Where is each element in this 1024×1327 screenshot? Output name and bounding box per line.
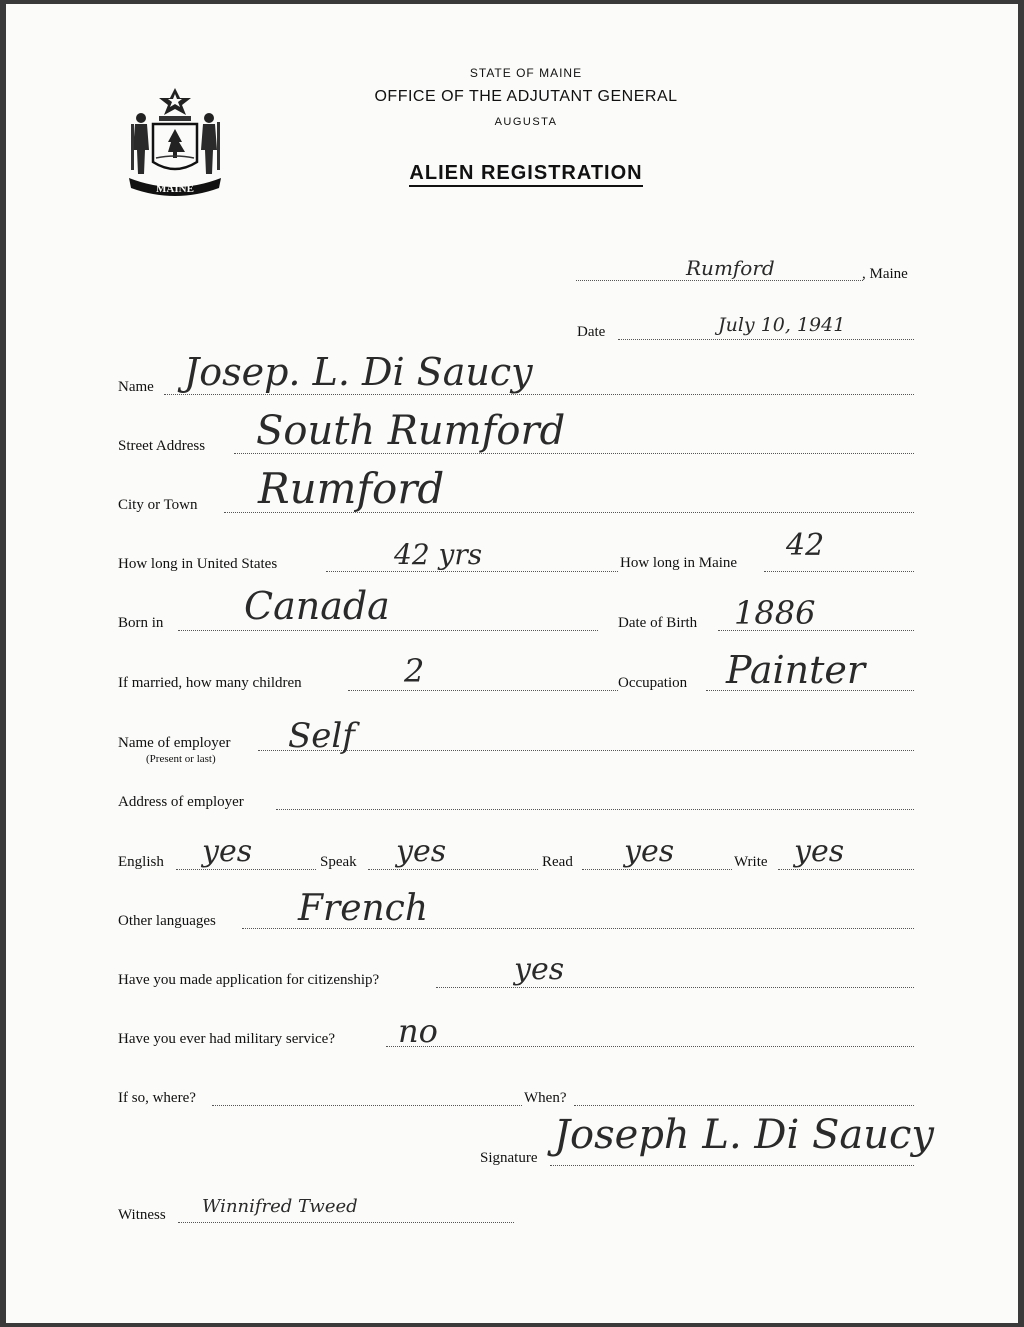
town-entry: Rumford <box>686 256 775 280</box>
citizenship-label: Have you made application for citizenship? <box>118 972 380 988</box>
other-languages-label: Other languages <box>118 913 216 929</box>
read-entry: yes <box>624 834 675 869</box>
svg-text:MAINE: MAINE <box>156 183 194 195</box>
born-in-label: Born in <box>118 615 164 631</box>
date-label: Date <box>577 324 606 340</box>
witness-entry: Winnifred Tweed <box>202 1196 358 1217</box>
name-label: Name <box>118 379 154 395</box>
date-of-birth-entry: 1886 <box>734 594 816 632</box>
header-state: STATE OF MAINE <box>469 66 583 80</box>
military-label: Have you ever had military service? <box>118 1031 335 1047</box>
employer-sub-label: (Present or last) <box>146 753 216 765</box>
employer-address-label: Address of employer <box>118 794 244 810</box>
signature-entry: Joseph L. Di Saucy <box>554 1112 934 1158</box>
english-label: English <box>118 854 164 870</box>
street-address-entry: South Rumford <box>256 408 566 454</box>
speak-label: Speak <box>320 854 357 870</box>
header-office: OFFICE OF THE ADJUTANT GENERAL <box>374 88 678 105</box>
children-entry: 2 <box>404 652 425 690</box>
name-entry: Josep. L. Di Saucy <box>184 350 533 394</box>
witness-label: Witness <box>118 1207 166 1223</box>
signature-label: Signature <box>480 1150 538 1166</box>
form-title: ALIEN REGISTRATION <box>346 162 706 185</box>
date-of-birth-label: Date of Birth <box>618 615 698 631</box>
maine-suffix-label: , Maine <box>862 266 908 282</box>
write-entry: yes <box>794 834 845 869</box>
read-label: Read <box>542 854 573 870</box>
write-label: Write <box>734 854 768 870</box>
children-label: If married, how many children <box>118 675 302 691</box>
how-long-us-entry: 42 yrs <box>394 538 483 571</box>
city-or-town-entry: Rumford <box>258 464 445 513</box>
occupation-label: Occupation <box>618 675 688 691</box>
citizenship-entry: yes <box>514 952 565 987</box>
employer-label: Name of employer <box>118 735 231 751</box>
how-long-maine-label: How long in Maine <box>620 555 738 571</box>
how-long-maine-entry: 42 <box>786 528 825 563</box>
when-label: When? <box>524 1090 567 1106</box>
maine-state-seal-icon <box>123 84 227 202</box>
occupation-entry: Painter <box>726 648 866 692</box>
street-address-label: Street Address <box>118 438 206 454</box>
registration-form <box>6 4 1018 1323</box>
how-long-us-label: How long in United States <box>118 556 278 572</box>
header-city: AUGUSTA <box>494 116 558 128</box>
other-languages-entry: French <box>298 888 429 929</box>
born-in-entry: Canada <box>244 584 390 628</box>
english-entry: yes <box>202 834 253 869</box>
employer-entry: Self <box>288 716 355 756</box>
date-entry: July 10, 1941 <box>718 314 846 336</box>
military-entry: no <box>398 1012 438 1050</box>
if-so-where-label: If so, where? <box>118 1090 196 1106</box>
speak-entry: yes <box>396 834 447 869</box>
city-or-town-label: City or Town <box>118 497 198 513</box>
